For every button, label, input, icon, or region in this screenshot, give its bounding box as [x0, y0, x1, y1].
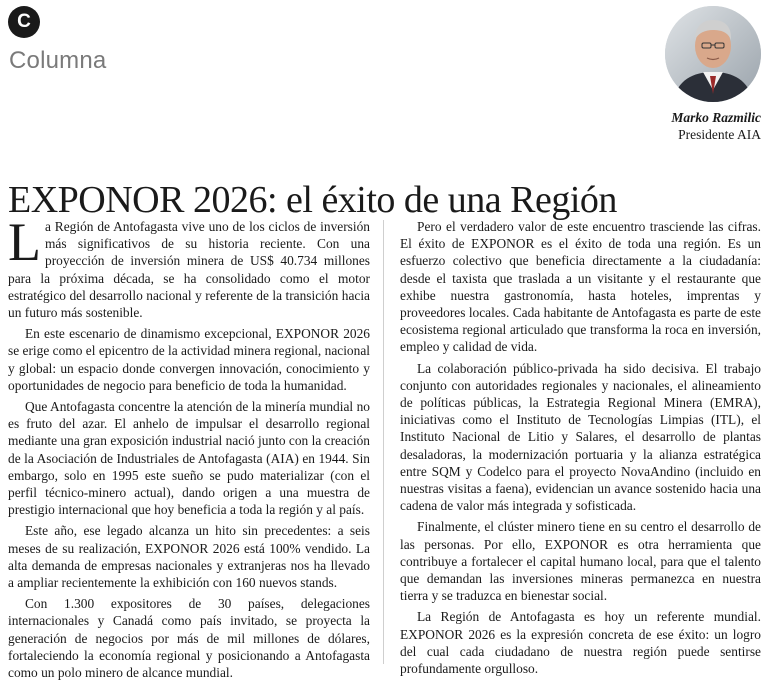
section-label: Columna — [9, 47, 107, 74]
paragraph: La Región de Antofagasta vive uno de los ciclos de inversión más significativos de su historia reciente. Con una proyección de inversión minera de US$ 40.734 millones para la próxima década, se ha consolidado como el motor estratégico del desarrollo nacional y referente de la transición hacia un futuro más sostenible. — [8, 212, 370, 321]
paragraph: Finalmente, el clúster minero tiene en su centro el desarrollo de las personas. Por ello, EXPONOR es otra herramienta que contribuye a fortalecer el capital humano local, para que el talento que demandan las inversiones mineras permanezca en nuestra tierra y se traduzca en bienestar social. — [400, 519, 761, 604]
column-divider — [383, 220, 384, 664]
paragraph: Que Antofagasta concentre la atención de la minería mundial no es fruto del azar. El anhelo de impulsar el desarrollo regional mediante una gran exposición industrial nació junto con la creación de la Asociación de Industriales de Antofagasta (AIA) en 1944. Sin embargo, solo en 1995 este sueño se pudo materializar (con el perfil técnico-minero actual), dando origen a una muestra de prestigio internacional que hoy beneficia a toda la región y al país. — [8, 399, 370, 518]
paragraph: La Región de Antofagasta es hoy un referente mundial. EXPONOR 2026 es la expresión concreta de ese éxito: un logro del cual cada ciudadano de nuestra región puede sentirse profundamente orgulloso. — [400, 609, 761, 677]
article-column-left — [8, 212, 370, 685]
author-name: Marko Razmilic — [671, 110, 761, 125]
article-column-right — [400, 218, 761, 681]
paragraph: Con 1.300 expositores de 30 países, delegaciones internacionales y Canadá como país invitado, se proyecta la generación de negocios por más de mil millones de dólares, fortaleciendo la economía regional y posicionando a Antofagasta como un polo minero de alcance mundial. — [8, 596, 370, 681]
author-photo — [665, 6, 761, 102]
paragraph: Este año, ese legado alcanza un hito sin precedentes: a seis meses de su realización, EXPONOR 2026 está 100% vendido. La alta demanda de empresas nacionales y extranjeras nos ha llevado a ampliar recientemente la exhibición con 160 nuevos stands. — [8, 523, 370, 591]
paragraph: En este escenario de dinamismo excepcional, EXPONOR 2026 se erige como el epicentro de la actividad minera regional, nacional y global: un espacio donde convergen innovación, conocimiento y oportunidades de negocio para beneficio de toda la humanidad. — [8, 326, 370, 393]
author-role: Presidente AIA — [678, 127, 761, 142]
drop-cap: L — [8, 212, 41, 272]
headline: EXPONOR 2026: el éxito de una Región — [8, 179, 617, 222]
paragraph: La colaboración público-privada ha sido decisiva. El trabajo conjunto con autoridades regionales y nacionales, el alineamiento de políticas públicas, la Estrategia Regional Minera (EMRA), iniciativas como el Instituto de Tecnologías Limpias (ITL), el Instituto Nacional de Litio y Salares, el desarrollo de plantas desaladoras, la modernización portuaria y la alianza estratégica entre SQM y Codelco para el proyecto NovaAndino (incluido en nuestras visitas a faena), evidencian un avance sostenido hacia una cadena de valor más integrada y sofisticada. — [400, 360, 761, 514]
paragraph: Pero el verdadero valor de este encuentro trasciende las cifras. El éxito de EXPONOR es el éxito de toda una región. Es un esfuerzo colectivo que beneficia directamente a la ciudadanía: desde el taxista que traslada a un visitante y el restaurante que exhibe nuestra gastronomía, hasta hoteles, imprentas y proveedores locales. Cada habitante de Antofagasta es parte de este ecosistema regional articulado que transforma la roca en inversión, empleo y calidad de vida. — [400, 219, 761, 355]
column-badge: C — [8, 6, 40, 38]
